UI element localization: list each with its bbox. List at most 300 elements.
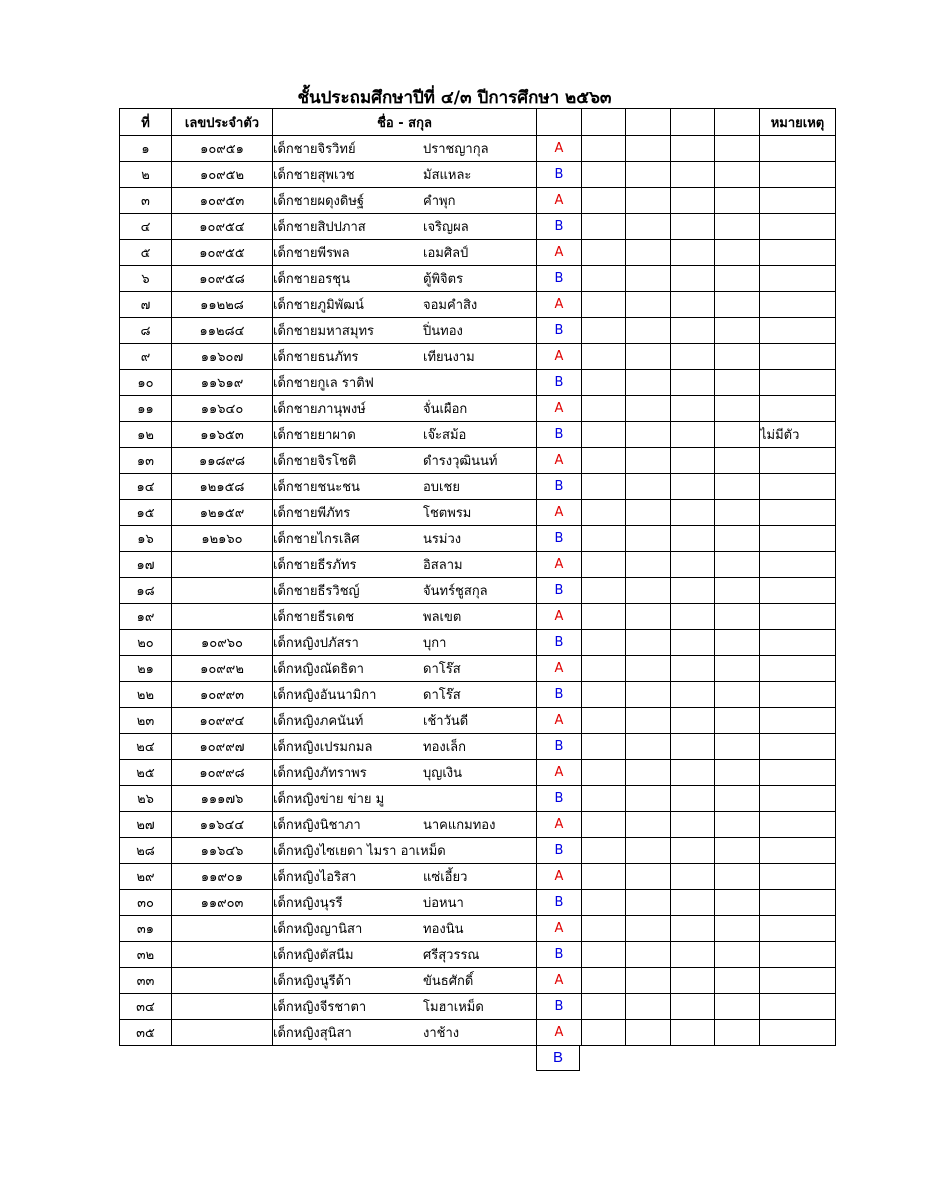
last-name: บุญเงิน [423,766,463,781]
row-number: ๑๘ [120,578,172,604]
last-name: มัสแหละ [423,168,472,183]
blank-cell [671,448,715,474]
first-name: เด็กหญิงนิชาภา [273,818,361,833]
student-id: ๑๑๙๐๓ [172,890,273,916]
blank-cell [582,942,626,968]
note-cell [760,656,836,682]
blank-cell [582,188,626,214]
note-cell [760,682,836,708]
group-label: A [537,968,582,994]
student-id [172,604,273,630]
blank-cell [671,162,715,188]
blank-cell [715,968,760,994]
blank-cell [626,214,671,240]
note-cell [760,942,836,968]
blank-cell [715,136,760,162]
first-name: เด็กชายภูมิพัฒน์ [273,298,364,313]
last-name: ทองนิน [423,922,464,937]
blank-cell [626,890,671,916]
first-name: เด็กชายจิรวิทย์ [273,142,356,157]
note-cell [760,318,836,344]
row-number: ๑๓ [120,448,172,474]
student-name [273,552,537,578]
table-row [120,708,836,734]
blank-cell [582,734,626,760]
note-cell [760,864,836,890]
first-name: เด็กหญิงภคนันท์ [273,714,364,729]
blank-cell [582,578,626,604]
row-number: ๙ [120,344,172,370]
blank-cell [582,864,626,890]
student-name [273,734,537,760]
note-cell [760,838,836,864]
group-label: A [537,604,582,630]
student-id: ๑๑๒๘๔ [172,318,273,344]
blank-cell [671,240,715,266]
student-name [273,448,537,474]
note-cell [760,968,836,994]
student-id: ๑๑๒๒๘ [172,292,273,318]
last-name: ดาโร๊ส [423,688,461,703]
group-label: B [537,214,582,240]
blank-cell [582,630,626,656]
first-name: เด็กหญิงไซเยดา ไมรา อาเหม็ด [273,844,446,859]
blank-cell [582,214,626,240]
first-name: เด็กหญิงปภัสรา [273,636,359,651]
blank-cell [715,916,760,942]
note-cell [760,578,836,604]
first-name: เด็กชายธนภัทร [273,350,359,365]
blank-cell [582,682,626,708]
table-row [120,214,836,240]
blank-cell [626,552,671,578]
student-id: ๑๒๑๕๘ [172,474,273,500]
student-id: ๑๐๙๙๗ [172,734,273,760]
student-id: ๑๒๑๖๐ [172,526,273,552]
row-number: ๒๖ [120,786,172,812]
blank-cell [626,344,671,370]
student-id [172,916,273,942]
first-name: เด็กหญิงข่าย ข่าย มู [273,792,385,807]
header-blank-2 [582,109,626,136]
first-name: เด็กชายพีรพล [273,246,350,261]
blank-cell [715,396,760,422]
student-name [273,786,537,812]
group-label: A [537,136,582,162]
blank-cell [626,864,671,890]
blank-cell [671,656,715,682]
table-row [120,188,836,214]
student-name [273,1020,537,1046]
first-name: เด็กชายไกรเลิศ [273,532,360,547]
row-number: ๒๗ [120,812,172,838]
blank-cell [582,292,626,318]
blank-cell [626,448,671,474]
note-cell [760,604,836,630]
group-label: A [537,240,582,266]
student-id: ๑๑๙๐๑ [172,864,273,890]
row-number: ๑๑ [120,396,172,422]
blank-cell [582,968,626,994]
note-cell: ไม่มีตัว [760,422,836,448]
last-name: คำพุก [423,194,456,209]
table-row [120,916,836,942]
student-name [273,578,537,604]
student-id: ๑๐๙๕๕ [172,240,273,266]
blank-cell [715,370,760,396]
blank-cell [626,474,671,500]
student-name [273,162,537,188]
group-label: A [537,864,582,890]
blank-cell [582,552,626,578]
last-name: อิสลาม [423,558,463,573]
student-id: ๑๑๘๙๘ [172,448,273,474]
blank-cell [671,370,715,396]
student-roster-table [119,108,836,1046]
group-label: B [537,734,582,760]
student-id: ๑๑๖๔๖ [172,838,273,864]
blank-cell [582,786,626,812]
note-cell [760,552,836,578]
row-number: ๕ [120,240,172,266]
student-name [273,994,537,1020]
blank-cell [582,890,626,916]
blank-cell [671,292,715,318]
blank-cell [671,526,715,552]
student-id [172,942,273,968]
blank-cell [671,864,715,890]
row-number: ๓ [120,188,172,214]
student-id [172,578,273,604]
blank-cell [715,474,760,500]
blank-cell [671,396,715,422]
row-number: ๒๕ [120,760,172,786]
row-number: ๘ [120,318,172,344]
student-name [273,968,537,994]
student-id: ๑๒๑๕๙ [172,500,273,526]
last-name: นรม่วง [423,532,462,547]
table-row [120,500,836,526]
last-name: โมฮาเหม็ด [423,1000,484,1015]
student-name [273,214,537,240]
note-cell [760,500,836,526]
student-id: ๑๐๙๕๓ [172,188,273,214]
note-cell [760,344,836,370]
blank-cell [671,760,715,786]
first-name: เด็กชายธีรวิชญ์ [273,584,360,599]
blank-cell [582,708,626,734]
student-name [273,708,537,734]
blank-cell [626,292,671,318]
first-name: เด็กชายผดุงดิษฐ์ [273,194,365,209]
student-name [273,318,537,344]
first-name: เด็กหญิงจีรชาตา [273,1000,367,1015]
row-number: ๒๑ [120,656,172,682]
row-number: ๔ [120,214,172,240]
blank-cell [626,370,671,396]
blank-cell [671,786,715,812]
blank-cell [715,1020,760,1046]
blank-cell [715,604,760,630]
blank-cell [582,318,626,344]
first-name: เด็กชายจิรโชติ [273,454,357,469]
header-name: ชื่อ - สกุล [273,109,537,136]
student-id: ๑๐๙๕๒ [172,162,273,188]
blank-cell [671,968,715,994]
blank-cell [626,760,671,786]
table-row [120,474,836,500]
group-label: B [537,526,582,552]
table-row [120,526,836,552]
last-name: ทองเล็ก [423,740,467,755]
row-number: ๒๔ [120,734,172,760]
row-number: ๓๔ [120,994,172,1020]
table-row [120,604,836,630]
table-row [120,968,836,994]
group-label: B [537,994,582,1020]
first-name: เด็กหญิงณัดธิดา [273,662,364,677]
blank-cell [626,526,671,552]
last-name: เจ๊ะสม้อ [423,428,467,443]
blank-cell [582,370,626,396]
group-label: B [537,630,582,656]
blank-cell [671,708,715,734]
table-row [120,890,836,916]
student-name [273,760,537,786]
note-cell [760,786,836,812]
last-name: จอมคำสิง [423,298,478,313]
last-name: โชตพรม [423,506,472,521]
last-name: อบเชย [423,480,460,495]
blank-cell [671,188,715,214]
header-blank-3 [626,109,671,136]
student-id: ๑๐๙๙๘ [172,760,273,786]
student-name [273,474,537,500]
table-row [120,422,836,448]
note-cell [760,396,836,422]
table-row [120,734,836,760]
first-name: เด็กชายมหาสมุทร [273,324,374,339]
first-name: เด็กหญิงไอริสา [273,870,357,885]
blank-cell [582,1020,626,1046]
last-name: จันทร์ชูสกุล [423,584,488,599]
student-name [273,916,537,942]
group-label: A [537,292,582,318]
table-row [120,162,836,188]
blank-cell [671,318,715,344]
first-name: เด็กชายภานุพงษ์ [273,402,366,417]
note-cell [760,708,836,734]
table-row [120,682,836,708]
blank-cell [582,838,626,864]
last-name: เจริญผล [423,220,469,235]
blank-cell [626,838,671,864]
last-name: แซ่เอี้ยว [423,870,468,885]
student-id: ๑๐๙๕๘ [172,266,273,292]
first-name: เด็กชายสิปปภาส [273,220,366,235]
group-label: B [537,162,582,188]
first-name: เด็กหญิงนุรรี [273,896,343,911]
student-name [273,656,537,682]
blank-cell [582,396,626,422]
student-id: ๑๑๖๔๐ [172,396,273,422]
blank-cell [582,526,626,552]
group-label: A [537,812,582,838]
row-number: ๑๒ [120,422,172,448]
blank-cell [715,578,760,604]
group-label: B [537,786,582,812]
blank-cell [715,786,760,812]
blank-cell [626,500,671,526]
first-name: เด็กหญิงญานิสา [273,922,363,937]
blank-cell [626,136,671,162]
student-id [172,968,273,994]
blank-cell [582,162,626,188]
student-name [273,604,537,630]
note-cell [760,188,836,214]
student-id: ๑๑๖๕๓ [172,422,273,448]
group-label: A [537,500,582,526]
first-name: เด็กชายชนะชน [273,480,360,495]
blank-cell [715,318,760,344]
student-id: ๑๑๖๔๔ [172,812,273,838]
blank-cell [626,786,671,812]
blank-cell [715,760,760,786]
group-label: B [537,474,582,500]
student-name [273,396,537,422]
student-id: ๑๑๖๑๙ [172,370,273,396]
table-row [120,552,836,578]
blank-cell [715,526,760,552]
note-cell [760,1020,836,1046]
note-cell [760,734,836,760]
table-row [120,240,836,266]
table-row [120,760,836,786]
note-cell [760,448,836,474]
student-id: ๑๐๙๖๐ [172,630,273,656]
table-row [120,838,836,864]
last-name: เทียนงาม [423,350,475,365]
blank-cell [671,682,715,708]
blank-cell [626,708,671,734]
blank-cell [715,682,760,708]
blank-cell [626,188,671,214]
blank-cell [582,422,626,448]
header-note: หมายเหตุ [760,109,836,136]
blank-cell [715,864,760,890]
student-name [273,838,537,864]
group-label: A [537,552,582,578]
last-name: ตู้พิจิตร [423,272,464,287]
blank-cell [626,916,671,942]
blank-cell [582,656,626,682]
student-name [273,292,537,318]
group-label: B [537,422,582,448]
page-title: ชั้นประถมศึกษาปีที่ ๔/๓ ปีการศึกษา ๒๕๖๓ [297,88,612,108]
row-number: ๑๐ [120,370,172,396]
table-row [120,578,836,604]
last-name: จั่นเผือก [423,402,468,417]
last-name: บุกา [423,636,447,651]
blank-cell [582,344,626,370]
group-label: A [537,760,582,786]
blank-cell [582,604,626,630]
last-name: เช้าวันดี [423,714,469,729]
table-row [120,630,836,656]
blank-cell [715,838,760,864]
student-name [273,370,537,396]
table-row [120,292,836,318]
group-label: A [537,708,582,734]
blank-cell [671,552,715,578]
note-cell [760,630,836,656]
blank-cell [626,1020,671,1046]
blank-cell [626,942,671,968]
note-cell [760,474,836,500]
row-number: ๒ [120,162,172,188]
note-cell [760,292,836,318]
row-number: ๓๕ [120,1020,172,1046]
blank-cell [626,682,671,708]
row-number: ๓๓ [120,968,172,994]
blank-cell [582,266,626,292]
note-cell [760,214,836,240]
note-cell [760,916,836,942]
blank-cell [626,578,671,604]
last-name: ปราชญากุล [423,142,489,157]
student-id: ๑๐๙๙๔ [172,708,273,734]
row-number: ๒๓ [120,708,172,734]
blank-cell [715,292,760,318]
blank-cell [671,994,715,1020]
blank-cell [671,630,715,656]
blank-cell [671,812,715,838]
blank-cell [715,552,760,578]
blank-cell [626,630,671,656]
header-blank-1 [537,109,582,136]
table-row [120,864,836,890]
blank-cell [626,968,671,994]
student-id: ๑๐๙๙๓ [172,682,273,708]
row-number: ๓๑ [120,916,172,942]
group-label: A [537,448,582,474]
note-cell [760,760,836,786]
blank-cell [715,500,760,526]
blank-cell [626,162,671,188]
blank-cell [715,630,760,656]
table-row [120,136,836,162]
last-name: ดาโร๊ส [423,662,461,677]
note-cell [760,266,836,292]
row-number: ๗ [120,292,172,318]
student-id: ๑๑๑๗๖ [172,786,273,812]
first-name: เด็กหญิงนูรีด้า [273,974,352,989]
group-label: A [537,344,582,370]
table-row [120,942,836,968]
last-name: งาช้าง [423,1026,460,1041]
student-name [273,682,537,708]
blank-cell [671,838,715,864]
note-cell [760,136,836,162]
blank-cell [671,916,715,942]
student-name [273,500,537,526]
table-row [120,812,836,838]
blank-cell [715,266,760,292]
first-name: เด็กหญิงอันนามิกา [273,688,377,703]
blank-cell [671,578,715,604]
blank-cell [671,500,715,526]
extra-group-box: B [536,1045,580,1071]
